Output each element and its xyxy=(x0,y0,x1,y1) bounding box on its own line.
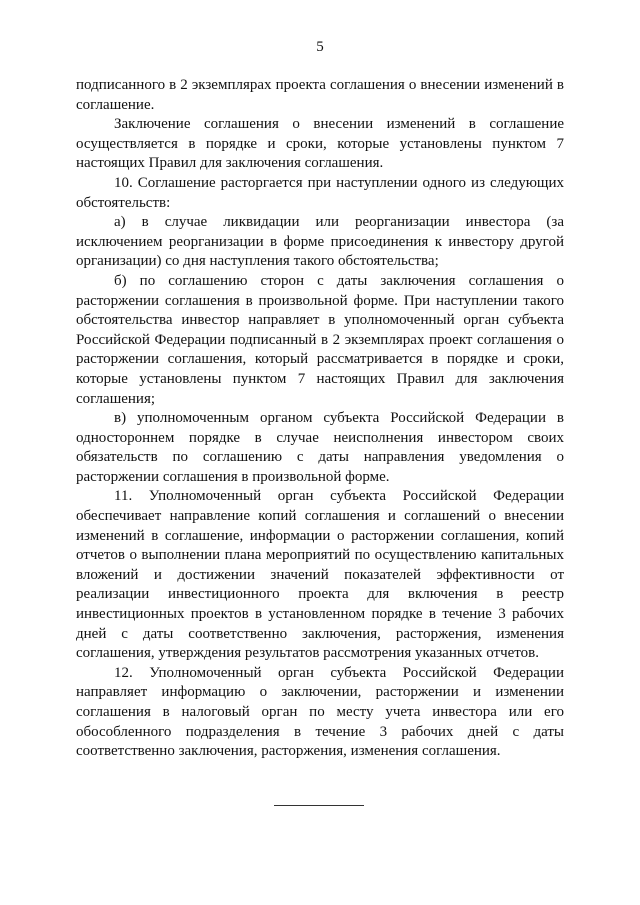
paragraph-item-10a: а) в случае ликвидации или реорганизации инвестора (за исключением реорганизации в форме присоединения к инвестору другой организации) со дня наступления такого обстоятельства; xyxy=(76,214,564,270)
paragraph-agreement-conclusion: Заключение соглашения о внесении изменений в соглашение осуществляется в порядке и сроки, которые установлены пунктом 7 настоящих Правил для заключения соглашения. xyxy=(76,116,564,172)
paragraph-continuation: подписанного в 2 экземплярах проекта соглашения о внесении изменений в соглашение. xyxy=(76,77,564,113)
paragraph-item-10b: б) по соглашению сторон с даты заключения соглашения о расторжении соглашения в произвольной форме. При наступлении такого обстоятельства инвестор направляет в уполномоченный орган субъекта Российской Федерации подписанный в 2 экземплярах проект соглашения о расторжении соглашения, который рассматривается в порядке и сроки, которые установлены пунктом 7 настоящих Правил для заключения соглашения; xyxy=(76,272,564,407)
document-body xyxy=(76,76,564,762)
paragraph-item-10: 10. Соглашение расторгается при наступлении одного из следующих обстоятельств: xyxy=(76,174,564,211)
closing-divider xyxy=(274,805,364,806)
page-number: 5 xyxy=(316,39,324,55)
paragraph-item-11: 11. Уполномоченный орган субъекта Российской Федерации обеспечивает направление копий соглашения и соглашений о внесении изменений в соглашение, информации о расторжении соглашения, копий отчетов о выполнении плана мероприятий по осуществлению капитальных вложений и достижении значений показателей эффективности от реализации инвестиционного проекта для включения в реестр инвестиционных проектов в установленном порядке в течение 3 рабочих дней с даты соответственно заключения, расторжения, изменения соглашения, утверждения результатов рассмотрения указанных отчетов. xyxy=(76,488,564,662)
paragraph-item-10c: в) уполномоченным органом субъекта Российской Федерации в одностороннем порядке в случае неисполнения инвестором своих обязательств по соглашению с даты направления уведомления о расторжении соглашения в произвольной форме. xyxy=(76,410,564,485)
paragraph-item-12: 12. Уполномоченный орган субъекта Российской Федерации направляет информацию о заключении, расторжении и изменении соглашения в налоговый орган по месту учета инвестора или его обособленного подразделения в течение 3 рабочих дней с даты соответственно заключения, расторжения, изменения соглашения. xyxy=(76,664,564,760)
